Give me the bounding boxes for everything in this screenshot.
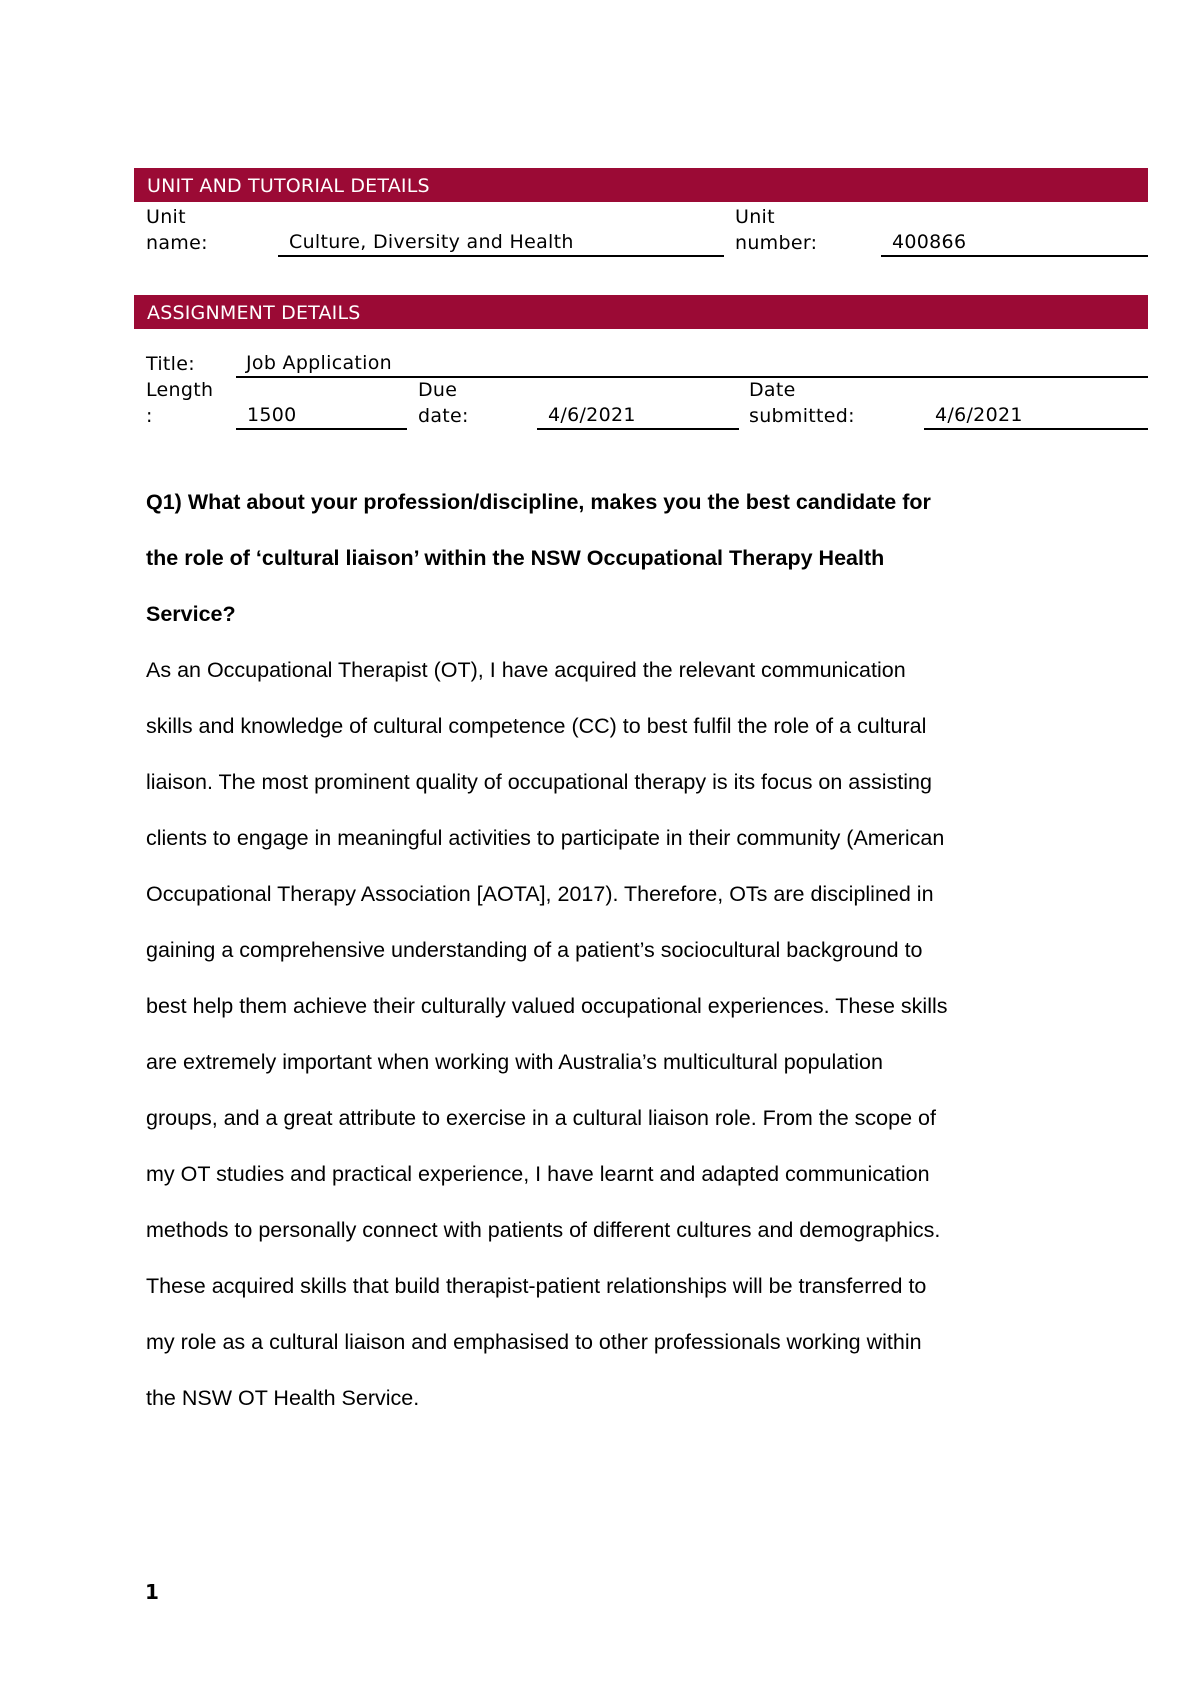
answer-line: my OT studies and practical experience, I have learnt and adapted communication xyxy=(146,1162,930,1186)
unit-details-header: UNIT AND TUTORIAL DETAILS xyxy=(134,168,1148,202)
page-number: 1 xyxy=(145,1580,159,1604)
answer-line: groups, and a great attribute to exercise in a cultural liaison role. From the scope of xyxy=(146,1106,936,1130)
question-heading xyxy=(146,474,1076,642)
answer-line: These acquired skills that build therapist-patient relationships will be transferred to xyxy=(146,1274,927,1298)
title-field[interactable]: Job Application xyxy=(236,351,1148,378)
answer-line: clients to engage in meaningful activities to participate in their community (American xyxy=(146,826,945,850)
answer-line: are extremely important when working with Australia’s multicultural population xyxy=(146,1050,883,1074)
answer-line: skills and knowledge of cultural competence (CC) to best fulfil the role of a cultural xyxy=(146,714,927,738)
unit-number-label-line2: number: xyxy=(735,232,818,254)
answer-line: best help them achieve their culturally valued occupational experiences. These skills xyxy=(146,994,948,1018)
question-line: the role of ‘cultural liaison’ within the NSW Occupational Therapy Health xyxy=(146,546,885,570)
question-line: Q1) What about your profession/discipline, makes you the best candidate for xyxy=(146,490,931,514)
unit-number-label-line1: Unit xyxy=(735,206,775,228)
answer-line: Occupational Therapy Association [AOTA], 2017). Therefore, OTs are disciplined in xyxy=(146,882,934,906)
due-date-label-line2: date: xyxy=(418,405,469,427)
unit-name-field[interactable]: Culture, Diversity and Health xyxy=(278,230,724,257)
length-field[interactable]: 1500 xyxy=(236,403,407,430)
answer-line: As an Occupational Therapist (OT), I have acquired the relevant communication xyxy=(146,658,906,682)
date-submitted-label-line1: Date xyxy=(749,379,796,401)
length-label-line1: Length xyxy=(146,379,214,401)
answer-line: methods to personally connect with patients of different cultures and demographics. xyxy=(146,1218,941,1242)
document-body xyxy=(146,474,1076,1426)
length-label-line2: : xyxy=(146,405,153,427)
question-line: Service? xyxy=(146,602,236,626)
answer-line: the NSW OT Health Service. xyxy=(146,1386,420,1410)
unit-name-label-line1: Unit xyxy=(146,206,186,228)
title-label: Title: xyxy=(146,353,195,375)
unit-name-label-line2: name: xyxy=(146,232,208,254)
due-date-label-line1: Due xyxy=(418,379,458,401)
date-submitted-field[interactable]: 4/6/2021 xyxy=(924,403,1148,430)
answer-line: liaison. The most prominent quality of occupational therapy is its focus on assisting xyxy=(146,770,932,794)
date-submitted-label-line2: submitted: xyxy=(749,405,855,427)
unit-number-field[interactable]: 400866 xyxy=(881,230,1148,257)
answer-line: gaining a comprehensive understanding of a patient’s sociocultural background to xyxy=(146,938,923,962)
due-date-field[interactable]: 4/6/2021 xyxy=(537,403,739,430)
answer-line: my role as a cultural liaison and emphasised to other professionals working within xyxy=(146,1330,922,1354)
assignment-details-header: ASSIGNMENT DETAILS xyxy=(134,295,1148,329)
answer-paragraph xyxy=(146,642,1076,1426)
